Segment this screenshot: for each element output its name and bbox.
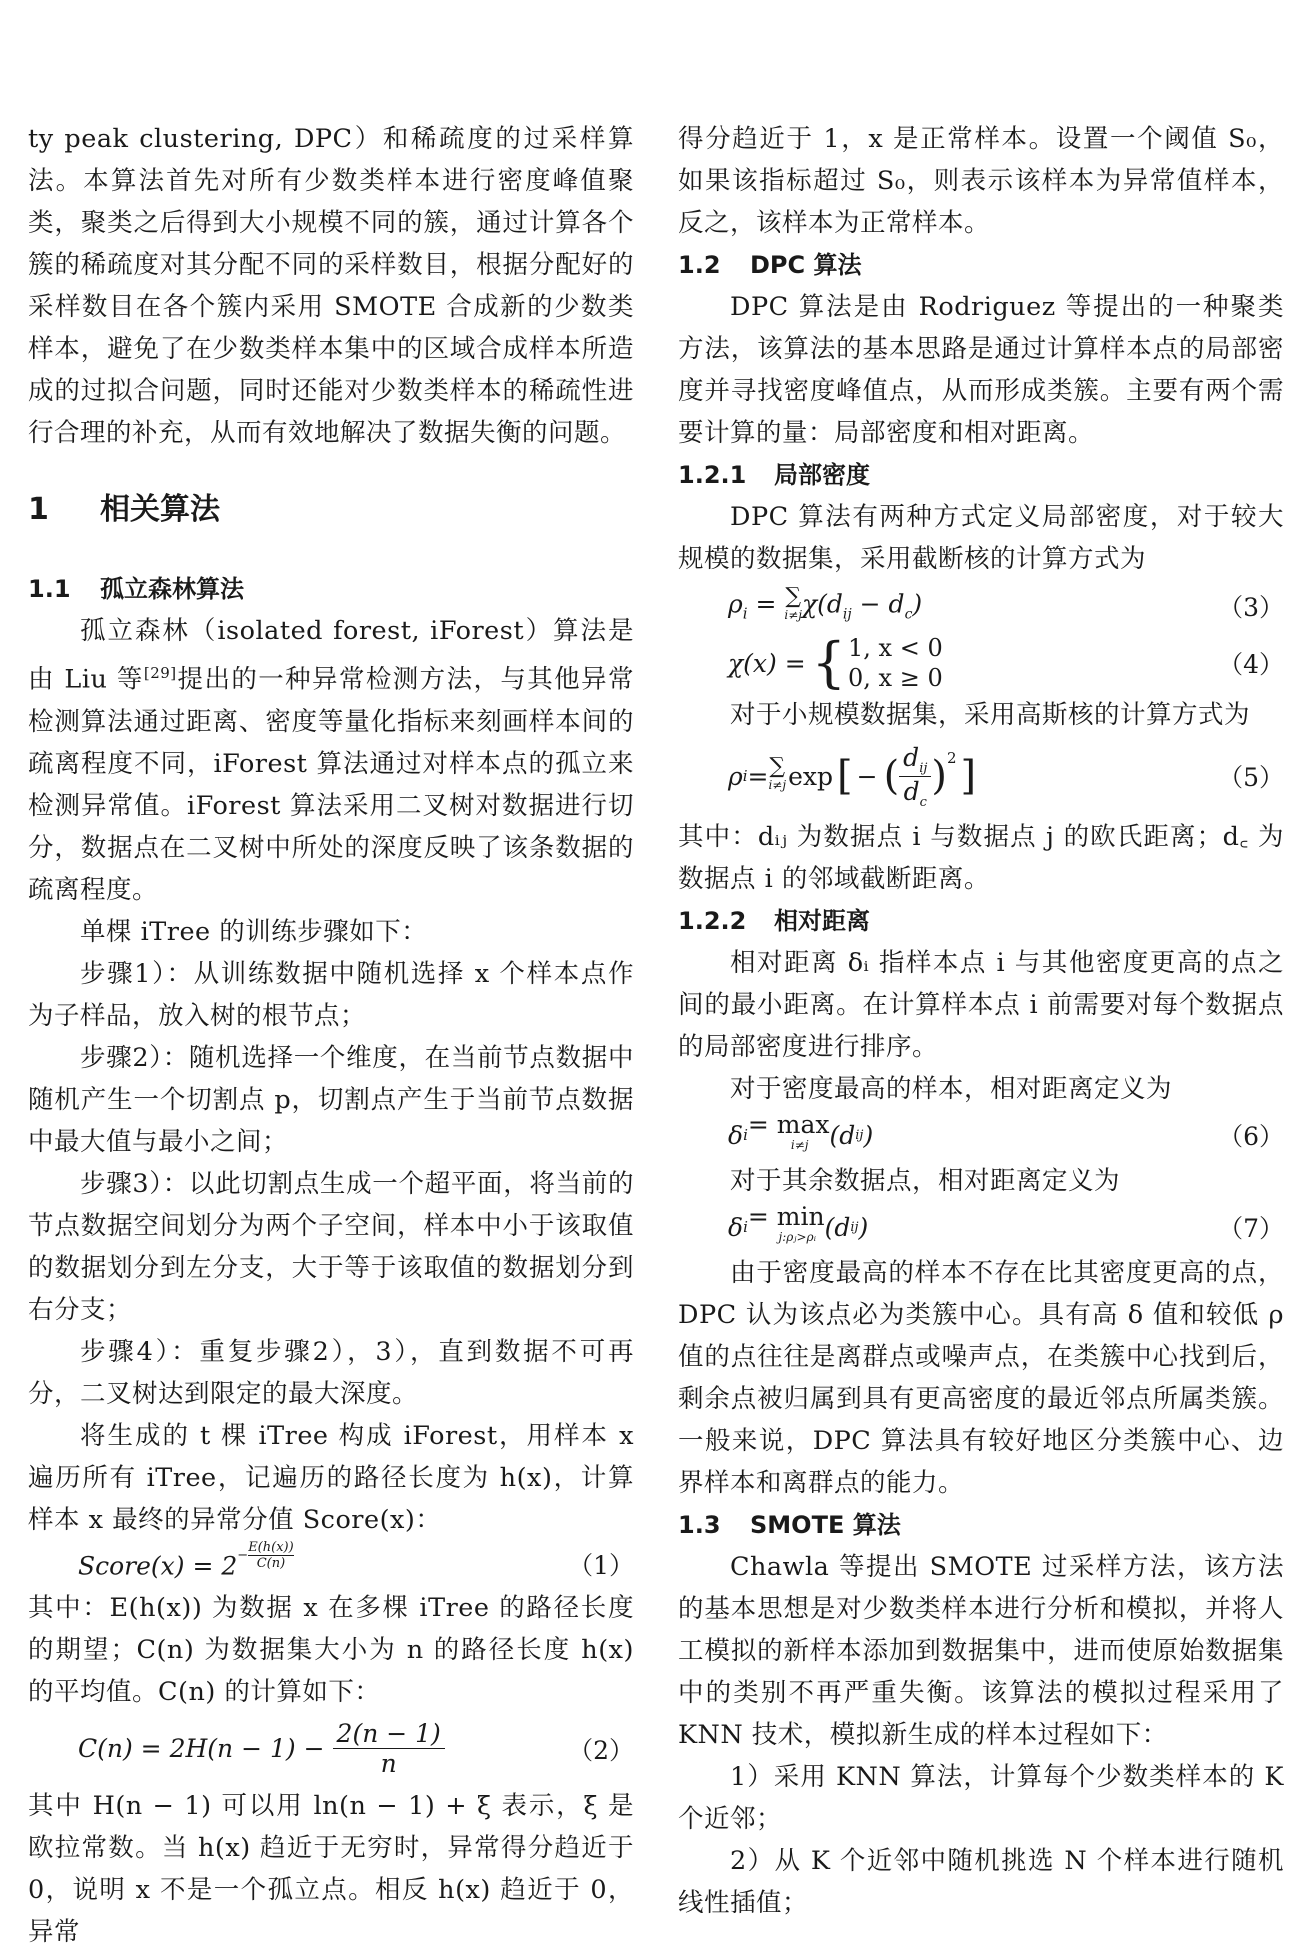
paragraph-cluster-center: 由于密度最高的样本不存在比其密度更高的点，DPC 认为该点必为类簇中心。具有高 δ 值和较低 ρ 值的点往往是离群点或噪声点，在类簇中心找到后，剩余点被归属到具有更高密度的最近邻点所属类簇。一般来说，DPC 算法具有较好地区分类簇中心、边界样本和离群点的能力。 xyxy=(678,1258,1284,1498)
eq-symbol: δ xyxy=(728,1212,744,1242)
equation-6 xyxy=(678,1110,1284,1160)
section-title: 局部密度 xyxy=(774,461,870,489)
eq-symbol: δ xyxy=(728,1120,744,1150)
equation-5: ρ i = ∑ i≠j exp [ − ( $d_{ij}$ $d_c$ ) $^2$ ] （5） xyxy=(728,742,1284,810)
paragraph-continued: 得分趋近于 1，x 是正常样本。设置一个阈值 S₀，如果该指标超过 S₀，则表示该样本为异常值样本，反之，该样本为正常样本。 xyxy=(678,124,1284,238)
equation-3: $\rho_i$ = ∑ i≠j $\chi(d_{ij} - d_c)$ （3） xyxy=(728,584,1284,623)
section-number: 1.2.1 xyxy=(678,461,747,489)
equation-4: χ(x) = { 1, x < 0 0, x ≥ 0 （4） xyxy=(728,631,1284,694)
sum-subscript: i≠j xyxy=(768,778,787,792)
eq-subscript: ij xyxy=(850,1219,859,1235)
eq-subscript: i xyxy=(742,767,748,785)
eq-subscript: i xyxy=(743,1126,748,1144)
section-number: 1.3 xyxy=(678,1511,721,1539)
section-title: 相关算法 xyxy=(100,492,220,527)
paragraph-text: 孤立森林（isolated forest, iForest）算法是由 Liu 等 xyxy=(28,616,634,695)
fraction-denominator: d xyxy=(903,776,920,806)
equation-number: （4） xyxy=(1218,650,1284,679)
section-number: 1 xyxy=(28,492,49,527)
right-column xyxy=(678,118,1284,1924)
paragraph-dpc: DPC 算法是由 Rodriguez 等提出的一种聚类方法，该算法的基本思路是通过计算样本点的局部密度并寻找密度峰值点，从而形成类簇。主要有两个需要计算的量：局部密度和相对距离。 xyxy=(678,292,1284,448)
equation-number: （6） xyxy=(1218,1122,1284,1151)
equation-number: （2） xyxy=(568,1735,634,1765)
section-1-2-1-heading xyxy=(678,454,1284,496)
section-title: 相对距离 xyxy=(774,907,870,935)
exp-denominator: C(n) xyxy=(256,1556,286,1572)
eq-operator: = xyxy=(747,761,769,791)
paragraph-eq2-desc: 其中 H(n − 1) 可以用 ln(n − 1) + ξ 表示，ξ 是欧拉常数。当 h(x) 趋近于无穷时，异常得分趋近于 0，说明 x 不是一个孤立点。相反 h(x) 趋近于 0，异常 xyxy=(28,1790,634,1947)
section-1-2-2-heading xyxy=(678,900,1284,942)
eq-symbol: ) xyxy=(863,1120,874,1150)
exponent: 2 xyxy=(947,749,957,767)
max-operator: = max xyxy=(747,1110,830,1139)
paragraph-smote: Chawla 等提出 SMOTE 过采样方法，该方法的基本思想是对少数类样本进行分析和模拟，并将人工模拟的新样本添加到数据集中，进而使原始数据集中的类别不再严重失衡。该算法的模拟过程采用了 KNN 技术，模拟新生成的样本过程如下： xyxy=(678,1552,1284,1750)
case-2: 0, x ≥ 0 xyxy=(848,664,943,692)
eq-symbol: ρ xyxy=(728,589,743,619)
exp-numerator: E(h(x)) xyxy=(248,1540,294,1556)
paragraph-step1: 步骤1）：从训练数据中随机选择 x 个样本点作为子样品，放入树的根节点； xyxy=(28,958,634,1031)
section-1-3-heading xyxy=(678,1504,1284,1546)
equation-lhs: C(n) = 2H(n − 1) − xyxy=(78,1734,325,1763)
eq-symbol: ) xyxy=(858,1212,869,1242)
eq-symbol: (d xyxy=(824,1212,851,1242)
case-1: 1, x < 0 xyxy=(848,634,943,662)
paragraph-itree: 单棵 iTree 的训练步骤如下： xyxy=(80,916,428,947)
equation-2 xyxy=(28,1713,634,1785)
eq-subscript: ij xyxy=(919,760,928,776)
paragraph-others: 对于其余数据点，相对距离定义为 xyxy=(730,1166,1121,1196)
max-subscript: i≠j xyxy=(790,1138,809,1152)
eq-subscript: ij xyxy=(842,606,852,623)
fraction-denominator: n xyxy=(380,1749,397,1778)
paragraph-eq1-desc: 其中：E(h(x)) 为数据 x 在多棵 iTree 的路径长度的期望；C(n) 为数据集大小为 n 的路径长度 h(x) 的平均值。C(n) 的计算如下： xyxy=(28,1592,634,1707)
equation-7 xyxy=(678,1202,1284,1252)
paragraph-score: 将生成的 t 棵 iTree 构成 iForest，用样本 x 遍历所有 iTree，记遍历的路径长度为 h(x)，计算样本 x 最终的异常分值 Score(x)： xyxy=(28,1420,634,1535)
sum-subscript: i≠j xyxy=(784,608,802,622)
equation-1: Score(x) = $2^{- \frac{E(h(x))}{C(n)}}$ （1） xyxy=(78,1540,634,1581)
equation-lhs: Score(x) = 2 xyxy=(78,1551,238,1581)
section-1-heading xyxy=(28,488,634,532)
left-column xyxy=(28,118,634,1953)
section-title: 孤立森林算法 xyxy=(100,575,244,603)
paragraph-step3: 步骤3）：以此切割点生成一个超平面，将当前的节点数据空间划分为两个子空间，样本中小于该取值的数据划分到左分支，大于等于该取值的数据划分到右分支； xyxy=(28,1168,634,1325)
paragraph-step2: 步骤2）：随机选择一个维度，在当前节点数据中随机产生一个切割点 p，切割点产生于当前节点数据中最大值与最小之间； xyxy=(28,1042,634,1157)
section-number: 1.2 xyxy=(678,251,721,279)
paragraph-eq5-desc: 其中：dᵢⱼ 为数据点 i 与数据点 j 的欧氏距离；d꜀ 为数据点 i 的邻域截断距离。 xyxy=(678,822,1284,894)
exp-function: exp xyxy=(788,761,833,791)
eq-symbol: χ(d xyxy=(801,589,843,619)
min-operator: = min xyxy=(747,1202,825,1231)
section-title: DPC 算法 xyxy=(750,251,862,279)
paragraph-intro: ty peak clustering, DPC）和稀疏度的过采样算法。本算法首先对所有少数类样本进行密度峰值聚类，聚类之后得到大小规模不同的簇，通过计算各个簇的稀疏度对其分配不同的采样数目，根据分配好的采样数目在各个簇内采用 SMOTE 合成新的少数类样本，避免了在少数类样本集中的区域合成样本所造成的过拟合问题，同时还能对少数类样本的稀疏性进行合理的补充，从而有效地解决了数据失衡的问题。 xyxy=(28,124,634,448)
fraction-numerator: 2(n − 1) xyxy=(333,1719,445,1749)
equation-number: （7） xyxy=(1218,1214,1284,1243)
equation-lhs: χ(x) = xyxy=(728,648,806,678)
eq-symbol: ρ xyxy=(728,761,743,791)
eq-subscript: i xyxy=(742,604,748,623)
paragraph-smote-step1: 1）采用 KNN 算法，计算每个少数类样本的 K 个近邻； xyxy=(678,1762,1284,1834)
paragraph-smote-step2: 2）从 K 个近邻中随机挑选 N 个样本进行随机线性插值； xyxy=(678,1846,1284,1918)
eq-symbol: − d xyxy=(851,589,905,619)
equation-number: （1） xyxy=(568,1550,634,1580)
citation: [29] xyxy=(143,664,177,682)
section-number: 1.1 xyxy=(28,575,71,603)
paragraph-step4: 步骤4）：重复步骤2），3），直到数据不可再分，二叉树达到限定的最大深度。 xyxy=(28,1336,634,1409)
section-number: 1.2.2 xyxy=(678,907,747,935)
section-1-1-heading xyxy=(28,568,634,610)
eq-subscript: ij xyxy=(855,1127,864,1143)
paragraph-iforest xyxy=(28,610,634,911)
equation-number: （3） xyxy=(1218,593,1284,622)
paragraph-gauss: 对于小规模数据集，采用高斯核的计算方式为 xyxy=(730,700,1251,730)
eq-operator: = xyxy=(747,589,785,619)
fraction-numerator: d xyxy=(903,742,920,772)
paragraph-relative-distance: 相对距离 δᵢ 指样本点 i 与其他密度更高的点之间的最小距离。在计算样本点 i 前需要对每个数据点的局部密度进行排序。 xyxy=(678,948,1284,1062)
section-1-2-heading xyxy=(678,244,1284,286)
paragraph-text: 提出的一种异常检测方法，与其他异常检测算法通过距离、密度等量化指标来刻画样本间的疏离程度不同，iForest 算法通过对样本点的孤立来检测异常值。iForest 算法采用二叉树对数据进行切分，数据点在二叉树中所处的深度反映了该条数据的疏离程度。 xyxy=(28,664,634,905)
eq-symbol: ) xyxy=(912,589,923,619)
paragraph-highest-density: 对于密度最高的样本，相对距离定义为 xyxy=(730,1074,1173,1104)
equation-number: （5） xyxy=(1218,763,1284,792)
eq-subscript: c xyxy=(919,794,927,810)
eq-subscript: i xyxy=(743,1218,748,1236)
eq-symbol: (d xyxy=(829,1120,856,1150)
eq-subscript: c xyxy=(904,606,913,623)
paragraph-local-density: DPC 算法有两种方式定义局部密度，对于较大规模的数据集，采用截断核的计算方式为 xyxy=(678,502,1284,574)
min-subscript: j:ρⱼ>ρᵢ xyxy=(778,1230,816,1244)
section-title: SMOTE 算法 xyxy=(750,1511,901,1539)
